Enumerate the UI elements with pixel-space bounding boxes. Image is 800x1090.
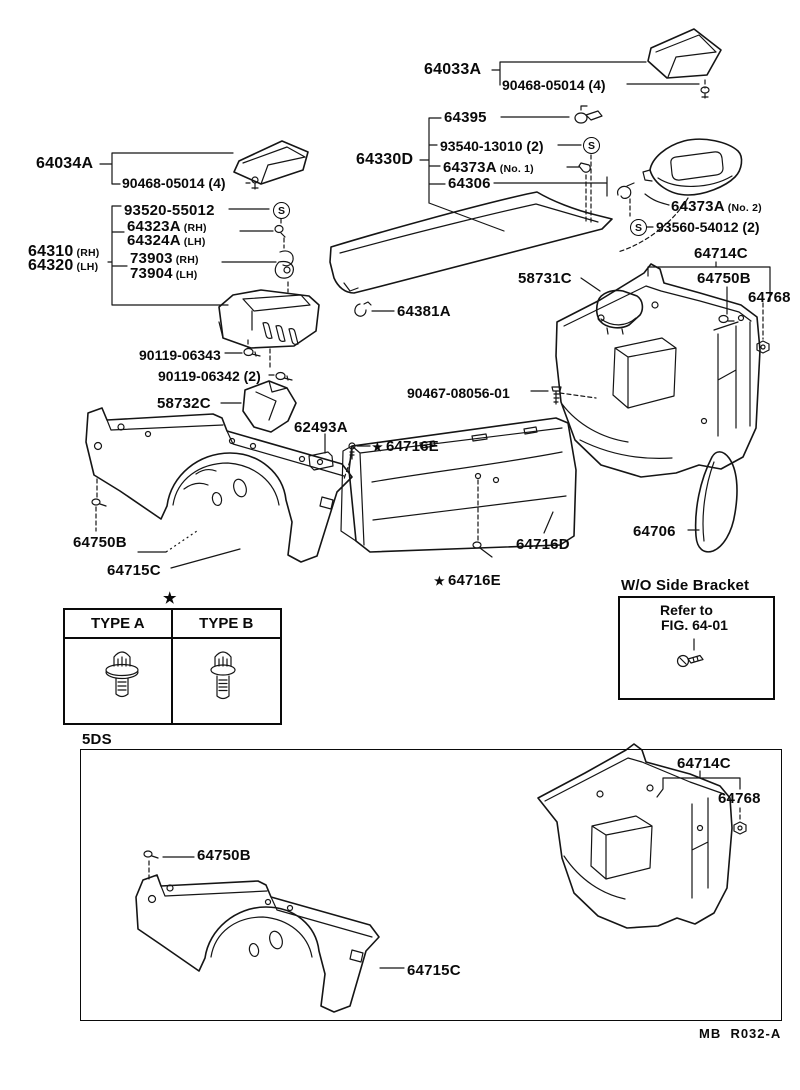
part-label-64395: 64395 xyxy=(444,109,487,126)
part-label-64373A-no1: 64373A (No. 1) xyxy=(443,159,534,176)
package-tray-group xyxy=(330,106,612,293)
type-a-cell xyxy=(65,639,173,723)
bracket-cover-58731C-drawing xyxy=(581,278,642,334)
part-label-64373A-no2: 64373A (No. 2) xyxy=(671,198,762,215)
fastener-type-table xyxy=(63,608,282,725)
quarter-trim-panel-rh-drawing xyxy=(531,198,770,477)
part-label-64306: 64306 xyxy=(448,175,491,192)
part-label-64750B-left: 64750B xyxy=(73,534,127,551)
s-fastener-symbol-3: S xyxy=(630,219,647,236)
part-label-64716D: 64716D xyxy=(516,536,570,553)
part-label-64034A: 64034A xyxy=(36,155,94,172)
part-label-64381A: 64381A xyxy=(397,303,451,320)
wo-refer-line2: FIG. 64-01 xyxy=(661,617,728,633)
part-label-93540: 93540-13010 (2) xyxy=(440,138,544,154)
part-label-90467: 90467-08056-01 xyxy=(407,385,510,401)
part-label-64715C: 64715C xyxy=(107,562,161,579)
part-label-90119-06343: 90119-06343 xyxy=(139,347,221,363)
part-label-64716E-top: ★ 64716E xyxy=(372,438,439,455)
part-label-64320: 64320 (LH) xyxy=(28,257,99,274)
figure-code: MB R032-A xyxy=(699,1026,782,1041)
part-label-64714C-5ds: 64714C xyxy=(677,755,731,772)
part-label-64033A: 64033A xyxy=(424,61,482,78)
part-label-64706: 64706 xyxy=(633,523,676,540)
variant-5ds-box xyxy=(80,749,782,1021)
part-label-90119-06342: 90119-06342 (2) xyxy=(158,368,261,384)
part-label-64323A: 64323A (RH) xyxy=(127,218,207,235)
part-label-64716E-bottom: ★ 64716E xyxy=(434,572,501,589)
part-label-93520: 93520-55012 xyxy=(124,202,215,219)
part-label-58732C: 58732C xyxy=(157,395,211,412)
part-label-64310: 64310 (RH) xyxy=(28,243,100,260)
part-label-64768: 64768 xyxy=(748,289,791,306)
wo-side-bracket-title: W/O Side Bracket xyxy=(621,577,750,594)
wo-refer-line1: Refer to xyxy=(660,602,713,618)
s-fastener-symbol-1: S xyxy=(583,137,600,154)
part-label-73904: 73904 (LH) xyxy=(130,265,198,282)
clip-64381A-drawing xyxy=(355,302,394,316)
type-a-header: TYPE A xyxy=(65,610,173,639)
part-label-64715C-5ds: 64715C xyxy=(407,962,461,979)
part-label-64330D: 64330D xyxy=(356,151,414,168)
part-label-64750B-5ds: 64750B xyxy=(197,847,251,864)
type-b-cell xyxy=(173,639,281,723)
part-label-62493A: 62493A xyxy=(294,419,348,436)
part-label-64768-5ds: 64768 xyxy=(718,790,761,807)
part-label-73903: 73903 (RH) xyxy=(130,250,199,267)
part-label-64714C: 64714C xyxy=(694,245,748,262)
part-label-93560: 93560-54012 (2) xyxy=(656,219,760,235)
part-label-58731C: 58731C xyxy=(518,270,572,287)
part-label-90468-top: 90468-05014 (4) xyxy=(502,77,606,93)
part-label-64750B-right: 64750B xyxy=(697,270,751,287)
variant-5ds-tag: 5DS xyxy=(82,731,112,748)
seatback-cover-drawing xyxy=(219,290,319,380)
table-star: ★ xyxy=(163,590,177,607)
type-b-header: TYPE B xyxy=(173,610,281,639)
part-label-64324A: 64324A (LH) xyxy=(127,232,206,249)
s-fastener-symbol-2: S xyxy=(273,202,290,219)
part-label-90468-left: 90468-05014 (4) xyxy=(122,175,226,191)
